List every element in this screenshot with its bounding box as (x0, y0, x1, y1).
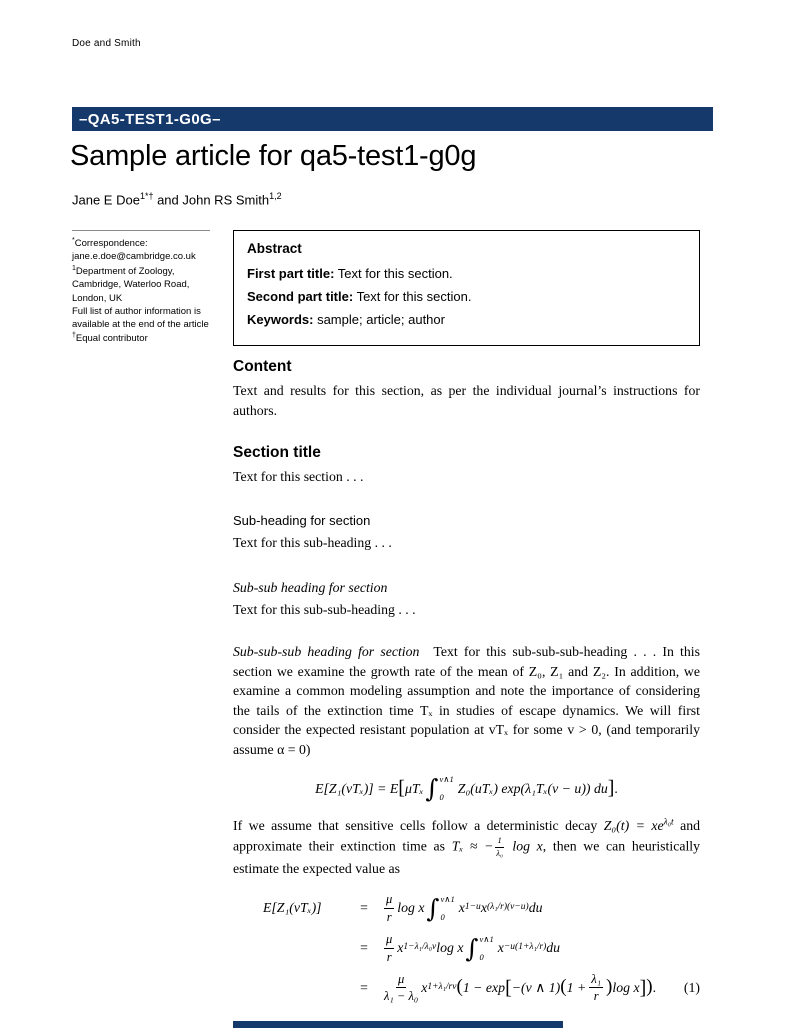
close-bracket: ] (607, 777, 615, 800)
integral-upper-limit: v∧1 (439, 774, 454, 785)
close-bracket: ] (639, 976, 647, 999)
open-bracket: [ (505, 976, 512, 999)
integral (426, 772, 454, 804)
article-title: Sample article for qa5-test1-g0g (70, 140, 477, 172)
equal-contributor-marker: † (72, 332, 76, 340)
correspondence-sidebar (72, 230, 210, 346)
section-text: Text for this section . . . (233, 469, 364, 485)
integral: ∫ v∧1 0 (465, 933, 494, 963)
fraction: $\frac{\mu}{r}$ (386, 892, 393, 924)
equation-block-1 (233, 892, 700, 1004)
equals-sign: = (360, 980, 368, 996)
sub-sub-heading-text: Text for this sub-sub-heading . . . (233, 602, 416, 618)
open-paren: ( (560, 976, 567, 998)
author-1-affiliation-marks: 1*† (139, 191, 154, 201)
author-1: Jane E Doe (72, 192, 140, 208)
open-bracket: [ (398, 777, 405, 800)
close-paren: ) (646, 976, 653, 998)
sub-sub-sub-body: Text for this sub-sub-sub-heading . . . In this section we examine the growth rate of the mean of Z₀, Z₁ and Z₂. In addition, we examine a common modeling assumption and note the importance of considering the tails of the extinction time Tₓ in studies of escape dynamics. We will first consider the expected resistant population at vTₓ for some v > 0, (and temporarily assume α = 0) (233, 643, 700, 757)
sub-sub-sub-heading: Sub-sub-sub heading for section (233, 643, 420, 659)
authors-joiner: and (153, 192, 183, 208)
content-intro-paragraph: Text and results for this section, as per the individual journal’s instructions for authors. (233, 383, 700, 418)
fraction: $\frac{\mu}{r}$ (386, 932, 393, 964)
close-paren: ) (606, 976, 613, 998)
equals-sign: = (360, 900, 368, 916)
content-heading: Content (233, 358, 292, 375)
abstract-second-part: Second part title: Text for this section. (247, 289, 472, 304)
affiliation-marker: 1 (72, 264, 76, 272)
deterministic-decay-paragraph: If we assume that sensitive cells follow a deterministic decay $Z_0(t) = xe^{\lambda_0t}$ and approximate their extinction time as Tₓ ≈ − $\frac{1}{\text{λ₀}}$ log x, then we can heuristically estimate the expected value as (233, 817, 701, 876)
equation-line-2: = $\frac{\mu}{r}$ x 1−λ₁/λ₀v log x ∫ v∧1 0 x −u(1+λ₁/r) du (233, 932, 700, 964)
banner-label: –QA5-TEST1-G0G– (79, 110, 221, 128)
correspondence-label: *Correspondence: (72, 237, 148, 250)
sub-sub-sub-paragraph (233, 642, 700, 759)
section-title-heading: Section title (233, 444, 321, 462)
full-author-list-note: Full list of author information is available at the end of the article (72, 305, 209, 331)
authors-line (72, 191, 282, 207)
fraction: $\frac{\text{λ₁}}{r}$ (591, 972, 602, 1004)
sub-heading-text: Text for this sub-heading . . . (233, 535, 392, 551)
abstract-first-part: First part title: Text for this section. (247, 266, 453, 281)
integral-lower-limit: 0 (439, 792, 444, 803)
correspondence-marker: * (72, 237, 75, 244)
equation-line-3: = $\frac{\mu}{\text{λ₁ − λ₀}}$ x 1+λ₁/rv ( 1 − exp [ −(v ∧ 1) ( 1 + $\frac{\text{λ₁}}{r}$ ) log x ] ) . (1) (233, 972, 700, 1004)
fraction: $\frac{\mu}{\text{λ₁ − λ₀}}$ (384, 972, 419, 1004)
correspondence-email: jane.e.doe@cambridge.co.uk (72, 251, 196, 263)
sub-sub-heading: Sub-sub heading for section (233, 579, 388, 595)
abstract-keywords: Keywords: sample; article; author (247, 312, 445, 327)
equation-expected-resistant: E[Z₁(vTₓ)] = E [ μTₓ ∫ v∧1 0 Z₀(uTₓ) exp(λ₁Tₓ(v − u)) du ] . (315, 773, 618, 803)
journal-banner (72, 107, 713, 131)
author-2: John RS Smith (182, 192, 270, 208)
footer-accent-bar (233, 1021, 563, 1028)
running-head: Doe and Smith (72, 38, 141, 49)
inline-fraction: $\frac{1}{\text{λ₀}}$ (496, 834, 503, 858)
open-paren: ( (456, 976, 463, 998)
equal-contributor-note: †Equal contributor (72, 332, 148, 345)
abstract-box (233, 230, 700, 346)
integral-sign: ∫ (426, 893, 440, 923)
equation-line-1: E[Z₁(vTₓ)] = $\frac{\mu}{r}$ log x ∫ v∧1 0 x 1−u x (λ₁/r)(v−u) du (263, 892, 543, 924)
equals-sign: = (360, 940, 368, 956)
header-columns (72, 230, 722, 346)
author-2-affiliation-marks: 1,2 (269, 191, 282, 201)
integral-sign: ∫ (465, 933, 479, 963)
integral-sign: ∫ (425, 773, 439, 803)
abstract-heading: Abstract (247, 241, 302, 256)
affiliation-note: $^1$Department of Zoology, Cambridge, Waterloo Road, London, UK (72, 264, 190, 304)
equation-number: (1) (683, 980, 700, 996)
integral: ∫ v∧1 0 (426, 893, 455, 923)
article-body (233, 356, 700, 1012)
sub-heading: Sub-heading for section (233, 512, 371, 528)
